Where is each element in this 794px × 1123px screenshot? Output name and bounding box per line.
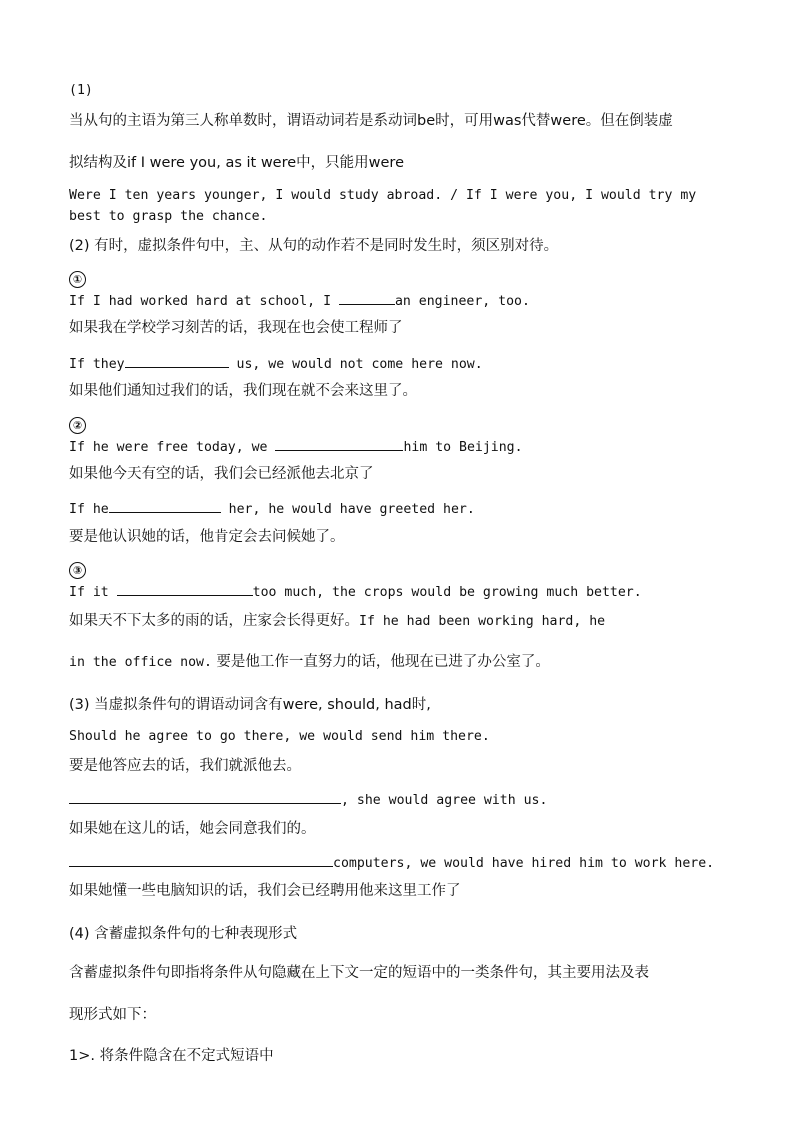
circled-number-1: ① bbox=[69, 270, 86, 288]
section-1-example-line-1: Were I ten years younger, I would study abroad. / If I were you, I would try my bbox=[69, 188, 697, 203]
section-3-example-3-english: computers, we would have hired him to work here. bbox=[69, 853, 714, 873]
example-2a-chinese: 如果他今天有空的话，我们会已经派他去北京了 bbox=[69, 466, 374, 482]
fill-blank bbox=[125, 354, 229, 368]
example-2b-chinese: 要是他认识她的话，他肯定会去问候她了。 bbox=[69, 529, 345, 545]
section-4-paragraph-line-1: 含蓄虚拟条件句即指将条件从句隐藏在上下文一定的短语中的一类条件句，其主要用法及表 bbox=[69, 965, 649, 981]
example-1a-chinese: 如果我在学校学习刻苦的话，我现在也会使工程师了 bbox=[69, 320, 403, 336]
fill-blank bbox=[69, 790, 341, 804]
fill-blank bbox=[69, 853, 333, 867]
section-4-heading: (4) 含蓄虚拟条件句的七种表现形式 bbox=[69, 926, 298, 942]
example-1a-english: If I had worked hard at school, I an engineer, too. bbox=[69, 291, 530, 311]
circled-number-2: ② bbox=[69, 416, 86, 434]
example-3b-continued: in the office now. 要是他工作一直努力的话，他现在已进了办公室了。 bbox=[69, 654, 550, 670]
circled-number-3: ③ bbox=[69, 561, 86, 579]
section-1-number: (1) bbox=[69, 83, 93, 98]
example-2a-english: If he were free today, we him to Beijing. bbox=[69, 437, 523, 457]
section-4-paragraph-line-2: 现形式如下： bbox=[69, 1007, 156, 1023]
section-1-example-line-2: best to grasp the chance. bbox=[69, 209, 268, 224]
section-2-heading: (2) 有时，虚拟条件句中，主、从句的动作若不是同时发生时，须区别对待。 bbox=[69, 238, 559, 254]
section-4-item-1: 1>. 将条件隐含在不定式短语中 bbox=[69, 1048, 274, 1064]
example-1b-chinese: 如果他们通知过我们的话，我们现在就不会来这里了。 bbox=[69, 383, 417, 399]
example-3a-english: If it too much, the crops would be growing much better. bbox=[69, 582, 642, 602]
fill-blank bbox=[339, 291, 395, 305]
section-1-rule-line-2: 拟结构及if I were you, as it were中，只能用were bbox=[69, 155, 405, 171]
fill-blank bbox=[109, 499, 221, 513]
fill-blank bbox=[275, 437, 403, 451]
example-3a-chinese-and-3b-start: 如果天不下太多的雨的话，庄家会长得更好。If he had been working hard, he bbox=[69, 613, 606, 629]
section-3-example-3-chinese: 如果她懂一些电脑知识的话，我们会已经聘用他来这里工作了 bbox=[69, 883, 461, 899]
section-3-example-2-english: , she would agree with us. bbox=[69, 790, 547, 810]
example-2b-english: If he her, he would have greeted her. bbox=[69, 499, 475, 519]
section-1-rule-line-1: 当从句的主语为第三人称单数时，谓语动词若是系动词be时，可用was代替were。但在倒装虚 bbox=[69, 113, 673, 129]
example-1b-english: If they us, we would not come here now. bbox=[69, 354, 483, 374]
section-3-heading: (3) 当虚拟条件句的谓语动词含有were, should, had时, bbox=[69, 697, 431, 713]
section-3-example-2-chinese: 如果她在这儿的话，她会同意我们的。 bbox=[69, 821, 316, 837]
section-3-example-1-english: Should he agree to go there, we would send him there. bbox=[69, 729, 490, 744]
section-3-example-1-chinese: 要是他答应去的话，我们就派他去。 bbox=[69, 758, 301, 774]
fill-blank bbox=[117, 582, 253, 596]
